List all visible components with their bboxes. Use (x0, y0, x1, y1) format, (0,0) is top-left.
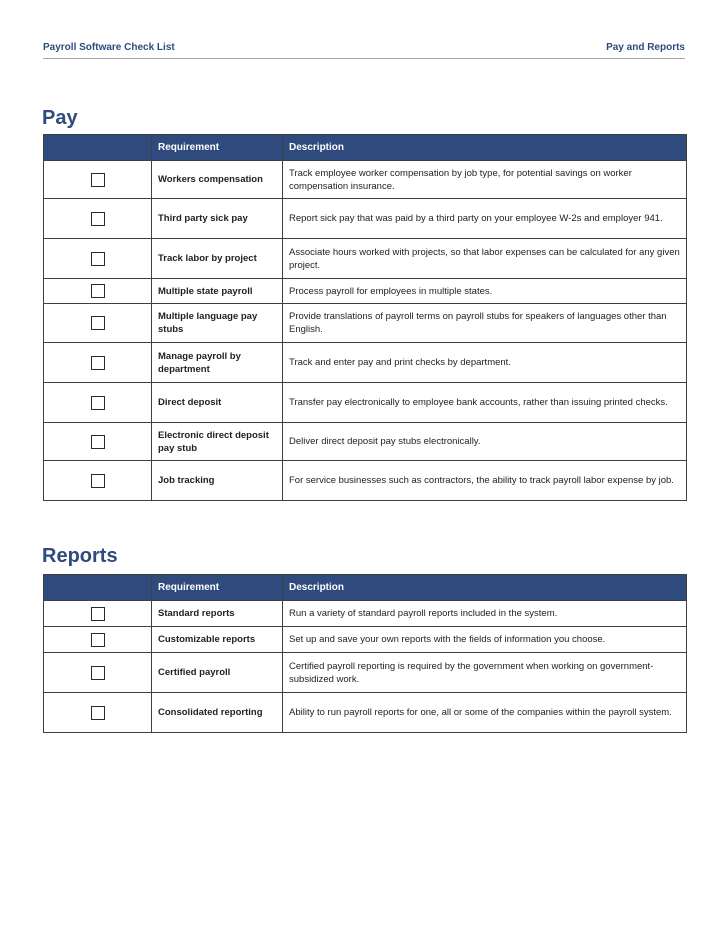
requirement-cell: Manage payroll by department (152, 343, 283, 383)
document-title: Payroll Software Check List (43, 42, 175, 53)
requirement-cell: Certified payroll (152, 653, 283, 693)
checkbox[interactable] (91, 666, 105, 680)
description-cell: Set up and save your own reports with the fields of information you choose. (283, 627, 687, 653)
table-row (44, 239, 687, 279)
table-row (44, 461, 687, 501)
description-column-header: Description (283, 575, 687, 601)
table-row (44, 423, 687, 461)
checkbox[interactable] (91, 316, 105, 330)
table-row (44, 304, 687, 343)
requirement-cell: Multiple language pay stubs (152, 304, 283, 343)
requirement-cell: Multiple state payroll (152, 279, 283, 304)
checkbox[interactable] (91, 474, 105, 488)
description-cell: Process payroll for employees in multiple states. (283, 279, 687, 304)
description-cell: Track employee worker compensation by job type, for potential savings on worker compensation insurance. (283, 161, 687, 199)
requirement-cell: Consolidated reporting (152, 693, 283, 733)
table-row (44, 383, 687, 423)
checkbox[interactable] (91, 173, 105, 187)
requirement-cell: Job tracking (152, 461, 283, 501)
page-header (43, 40, 685, 59)
checkbox[interactable] (91, 435, 105, 449)
checkbox[interactable] (91, 252, 105, 266)
section-subtitle: Pay and Reports (606, 42, 685, 53)
table-header-row (44, 135, 687, 161)
table-row (44, 199, 687, 239)
requirement-column-header: Requirement (152, 575, 283, 601)
description-column-header: Description (283, 135, 687, 161)
table-row (44, 601, 687, 627)
table-row (44, 627, 687, 653)
description-cell: Deliver direct deposit pay stubs electronically. (283, 423, 687, 461)
description-cell: Report sick pay that was paid by a third party on your employee W-2s and employer 941. (283, 199, 687, 239)
description-cell: Associate hours worked with projects, so that labor expenses can be calculated for any given project. (283, 239, 687, 279)
checkbox[interactable] (91, 396, 105, 410)
table-row (44, 343, 687, 383)
table-row (44, 653, 687, 693)
pay-checklist-table (43, 134, 687, 501)
description-cell: For service businesses such as contractors, the ability to track payroll labor expense by job. (283, 461, 687, 501)
checkbox-column-header (44, 135, 152, 161)
description-cell: Track and enter pay and print checks by department. (283, 343, 687, 383)
requirement-cell: Track labor by project (152, 239, 283, 279)
reports-section-title: Reports (42, 545, 118, 567)
description-cell: Ability to run payroll reports for one, all or some of the companies within the payroll system. (283, 693, 687, 733)
description-cell: Transfer pay electronically to employee bank accounts, rather than issuing printed checks. (283, 383, 687, 423)
checkbox-column-header (44, 575, 152, 601)
checkbox[interactable] (91, 706, 105, 720)
reports-checklist-table (43, 574, 687, 733)
table-header-row (44, 575, 687, 601)
description-cell: Certified payroll reporting is required by the government when working on government-subsidized work. (283, 653, 687, 693)
table-row (44, 693, 687, 733)
requirement-column-header: Requirement (152, 135, 283, 161)
checkbox[interactable] (91, 356, 105, 370)
checkbox[interactable] (91, 607, 105, 621)
description-cell: Run a variety of standard payroll reports included in the system. (283, 601, 687, 627)
requirement-cell: Standard reports (152, 601, 283, 627)
checkbox[interactable] (91, 212, 105, 226)
table-row (44, 161, 687, 199)
checkbox[interactable] (91, 284, 105, 298)
table-row (44, 279, 687, 304)
pay-section-title: Pay (42, 107, 78, 129)
requirement-cell: Workers compensation (152, 161, 283, 199)
requirement-cell: Customizable reports (152, 627, 283, 653)
requirement-cell: Electronic direct deposit pay stub (152, 423, 283, 461)
requirement-cell: Third party sick pay (152, 199, 283, 239)
description-cell: Provide translations of payroll terms on payroll stubs for speakers of languages other than English. (283, 304, 687, 343)
checkbox[interactable] (91, 633, 105, 647)
requirement-cell: Direct deposit (152, 383, 283, 423)
